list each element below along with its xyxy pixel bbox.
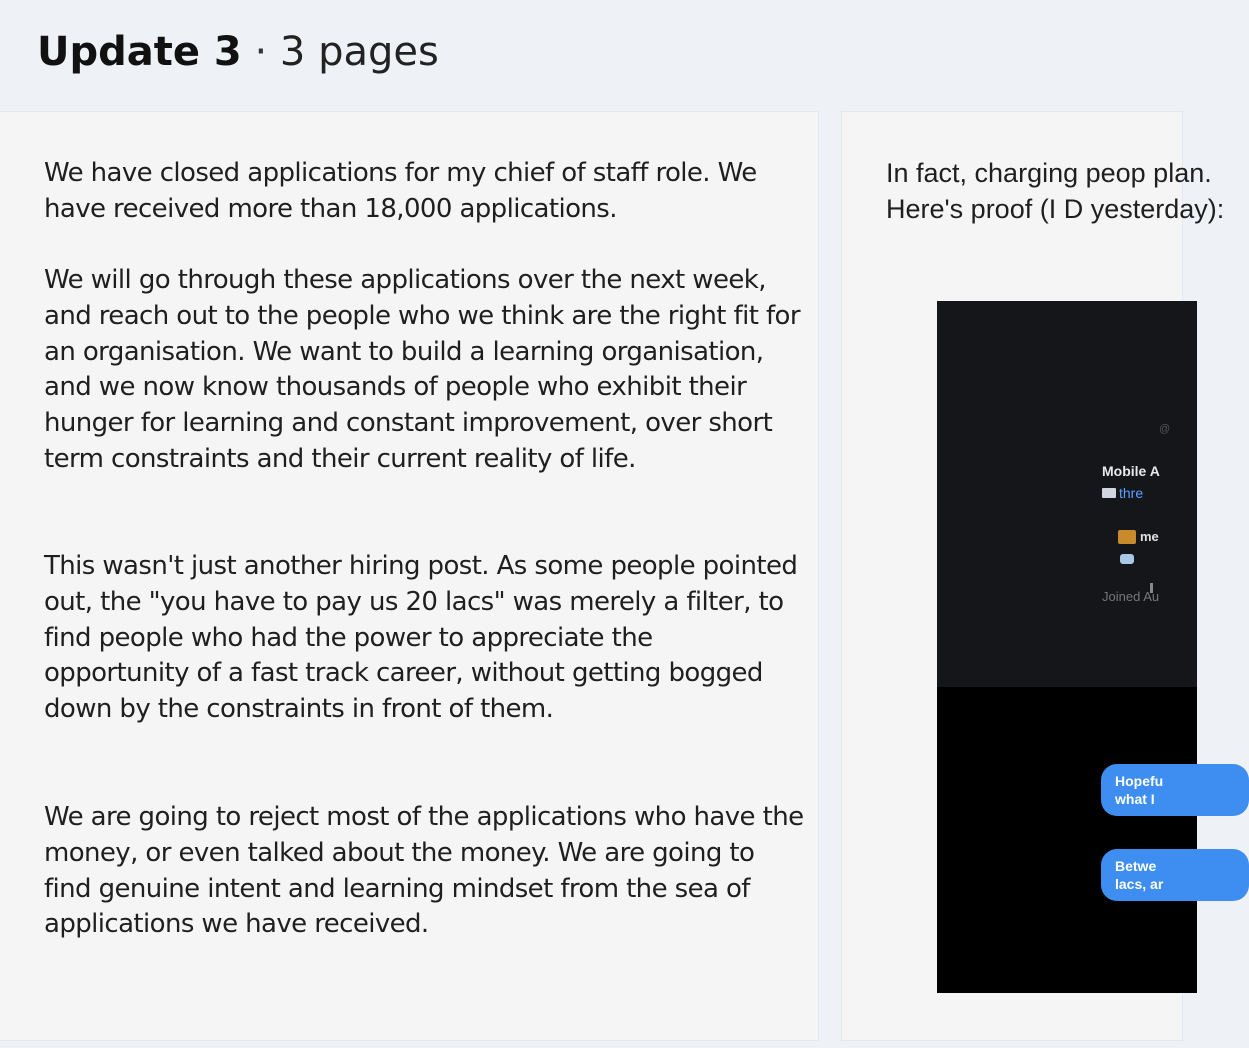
profile-link: thre xyxy=(1119,485,1144,501)
update-name: Update 3 xyxy=(37,29,242,75)
car-icon xyxy=(1120,554,1134,564)
username-handle: @ xyxy=(1159,423,1171,435)
chat-bubble: Hopefu what I xyxy=(1101,764,1249,816)
joined-date: Joined Au xyxy=(1102,589,1160,604)
profile-title: Mobile A xyxy=(1102,463,1160,479)
profile-panel xyxy=(937,301,1197,687)
profile-work: me xyxy=(1140,529,1159,544)
page-1-paragraph-4: We are going to reject most of the applications who have the money, or even talked about the money. We are going to find genuine intent and learning mindset from the sea of applications we have received. xyxy=(44,802,804,940)
page-2-paragraph-1: In fact, charging peop plan. Here's proof (I D yesterday): xyxy=(886,158,1225,224)
header-bar xyxy=(0,0,1170,112)
title-separator: · xyxy=(254,29,268,75)
update-title xyxy=(37,28,439,76)
page-1-paragraph-1: We have closed applications for my chief of staff role. We have received more than 18,000 applications. xyxy=(44,158,757,224)
briefcase-icon xyxy=(1118,530,1136,544)
embedded-chat-screenshot xyxy=(937,301,1197,993)
mail-icon xyxy=(1102,488,1116,498)
page-1-paragraph-2: We will go through these applications over the next week, and reach out to the people who we think are the right fit for an organisation. We want to build a learning organisation, and we now know thousands of people who exhibit their hunger for learning and constant improvement, over short term constraints and their current reality of life. xyxy=(44,265,800,474)
page-1-paragraph-3: This wasn't just another hiring post. As some people pointed out, the "you have to pay us 20 lacs" was merely a filter, to find people who had the power to appreciate the opportunity of a fast track career, without getting bogged down by the constraints in front of them. xyxy=(44,551,798,725)
chat-bubble: Betwe lacs, ar xyxy=(1101,849,1249,901)
page-2[interactable] xyxy=(842,112,1225,1040)
page-1[interactable] xyxy=(0,112,818,1040)
page-count: 3 pages xyxy=(279,29,439,75)
